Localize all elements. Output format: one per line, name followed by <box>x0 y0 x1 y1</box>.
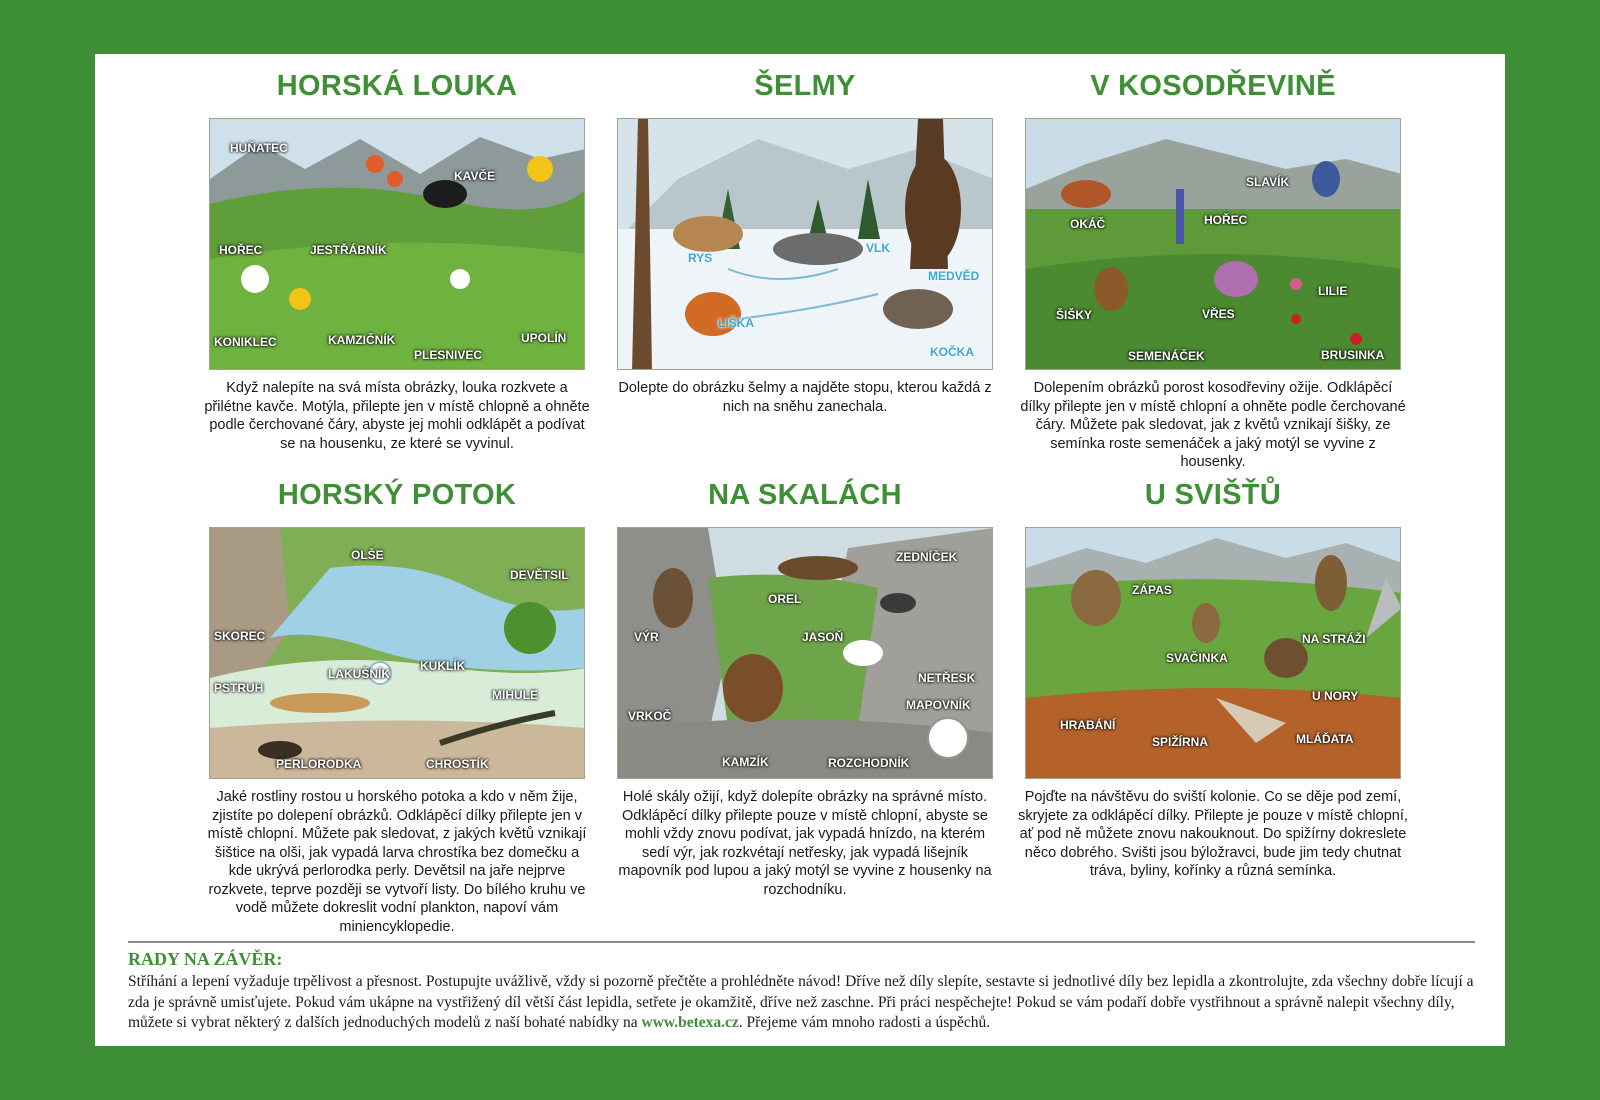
label-na-strazi: NA STRÁŽI <box>1302 632 1366 646</box>
label-horec: HOŘEC <box>219 243 263 257</box>
label-hunatec: HUŇATEC <box>230 141 288 155</box>
divider <box>128 941 1475 943</box>
label-kocka: KOČKA <box>930 345 974 359</box>
label-koniklec: KONIKLEC <box>214 335 277 349</box>
label-skorec: SKOREC <box>214 629 266 643</box>
panel-title: HORSKÁ LOUKA <box>276 70 518 102</box>
label-olse: OLŠE <box>351 548 384 562</box>
label-svacinka: SVAČINKA <box>1166 651 1228 665</box>
label-upolin: UPOLÍN <box>521 331 567 345</box>
label-jestrabnik: JESTŘÁBNÍK <box>310 243 387 257</box>
panel-description: Pojďte na návštěvu do sviští kolonie. Co se děje pod zemí, skryjete za odklápěcí dílky. Přilepte je pouze v místě chlopní, ať pod ně můžete znovu nakouknout. Do spižírny dokreslete něco dobrého. Svišti jsou býložravci, bude jim tedy chutnat tráva, byliny, kořínky a různá semínka. <box>1018 789 1408 879</box>
label-kamzik: KAMZÍK <box>722 755 769 769</box>
label-vres: VŘES <box>1202 307 1235 321</box>
label-devetsil: DEVĚTSIL <box>510 568 569 582</box>
label-rys: RYS <box>688 251 713 265</box>
label-lilie: LILIE <box>1318 284 1348 298</box>
label-plesnivec: PLESNIVEC <box>414 348 483 362</box>
label-slavik: SLAVÍK <box>1246 175 1290 189</box>
label-perlorodka: PERLORODKA <box>276 757 362 771</box>
panel-u-svistu <box>1003 473 1423 881</box>
panel-title: U SVIŠŤŮ <box>1144 479 1282 511</box>
tips-title: RADY NA ZÁVĚR: <box>128 949 283 969</box>
rocks-illustration <box>617 527 993 779</box>
label-kamzicnik: KAMZIČNÍK <box>328 333 396 347</box>
label-semenacek: SEMENÁČEK <box>1128 349 1205 363</box>
label-chrostik: CHROSTÍK <box>426 757 489 771</box>
panel-selmy <box>595 64 1015 416</box>
label-lakusnik: LAKUŠNÍK <box>328 667 390 681</box>
label-jason: JASOŇ <box>802 630 844 644</box>
panel-description: Dolepením obrázků porost kosodřeviny ožije. Odklápěcí dílky přilepte jen v místě chlopní a ohněte podle čerchované čáry. Můžete pak sledovat, jak z květů vznikají šišky, ze semínka roste semenáček a jaký motýl se vyvine z housenky. <box>1020 380 1406 470</box>
panel-horska-louka <box>187 64 607 453</box>
panel-title: V KOSODŘEVINĚ <box>1090 70 1336 102</box>
label-liska: LIŠKA <box>718 316 754 330</box>
panel-v-kosodrevine <box>1003 64 1423 472</box>
label-mapovnik: MAPOVNÍK <box>906 698 971 712</box>
website-link[interactable]: www.betexa.cz <box>641 1014 739 1031</box>
label-kuklik: KUKLÍK <box>420 659 466 673</box>
label-vrkoc: VRKOČ <box>628 709 672 723</box>
meadow-illustration <box>209 118 585 370</box>
label-kavce: KAVČE <box>454 169 496 183</box>
panel-description: Když nalepíte na svá místa obrázky, louka rozkvete a přilétne kavče. Motýla, přilepte jen v místě chlopně a ohněte podle čerchované čáry, abyste jej mohli odklápět a podívat se na housenku, ze které se vyvinul. <box>204 380 590 452</box>
panel-horsky-potok <box>187 473 607 936</box>
tips-closing: . Přejeme vám mnoho radosti a úspěchů. <box>738 1014 991 1031</box>
label-hrabani: HRABÁNÍ <box>1060 718 1116 732</box>
label-rozchodnik: ROZCHODNÍK <box>828 756 910 770</box>
panel-title: NA SKALÁCH <box>708 479 902 511</box>
tips-text <box>128 972 1478 1034</box>
marmots-illustration <box>1025 527 1401 779</box>
panel-na-skalach <box>595 473 1015 899</box>
panel-description: Jaké rostliny rostou u horského potoka a kdo v něm žije, zjistíte po dolepení obrázků. Odklápěcí dílky přilepte jen v místě chlopní. Můžete pak sledovat, z jakých květů vznikají šištice na olši, jak vypadá larva chrostíka bez domečku a kde ukrývá perlorodka perly. Devětsil na jaře nejprve rozkvete, teprve později se vytvoří listy. Do bílého kruhu ve vodě můžete dokreslit vodní plankton, napoví vám miniencyklopedie. <box>207 789 587 935</box>
predators-illustration <box>617 118 993 370</box>
label-orel: OREL <box>768 592 802 606</box>
winter-forest-scene <box>618 119 993 370</box>
label-mladata: MLÁĎATA <box>1296 732 1354 746</box>
label-sisky: ŠIŠKY <box>1056 308 1093 322</box>
label-netresk: NETŘESK <box>918 671 976 685</box>
label-brusinka: BRUSINKA <box>1321 348 1385 362</box>
panel-title: ŠELMY <box>754 70 856 102</box>
label-pstruh: PSTRUH <box>214 681 264 695</box>
panel-title: HORSKÝ POTOK <box>277 479 517 511</box>
panel-description: Holé skály ožijí, když dolepíte obrázky na správné místo. Odklápěcí dílky přilepte pouze v místě chlopní, abyste se mohli vždy znovu podívat, jak vypadá hnízdo, na kterém sedí výr, jak rozkvétají netřesky, jak vypadá lišejník mapovník pod lupou a jaký motýl se vyvine z housenky na rozchodníku. <box>618 789 992 898</box>
label-horec: HOŘEC <box>1204 213 1248 227</box>
panel-description: Dolepte do obrázku šelmy a najděte stopu, kterou každá z nich na sněhu zanechala. <box>618 380 992 415</box>
label-u-nory: U NORY <box>1312 689 1359 703</box>
label-spizirna: SPIŽÍRNA <box>1152 735 1209 749</box>
stream-scene <box>210 528 585 779</box>
label-zapas: ZÁPAS <box>1132 583 1172 597</box>
dwarf-pine-scene <box>1026 119 1401 370</box>
label-zednicek: ZEDNÍČEK <box>896 550 958 564</box>
label-medved: MEDVĚD <box>928 269 980 283</box>
instruction-sheet <box>95 54 1505 1046</box>
rocks-scene <box>618 528 993 779</box>
label-vyr: VÝR <box>634 630 659 644</box>
stream-illustration <box>209 527 585 779</box>
label-vlk: VLK <box>866 241 890 255</box>
label-mihule: MIHULE <box>492 688 538 702</box>
tips-body: Stříhání a lepení vyžaduje trpělivost a přesnost. Postupujte uvážlivě, vždy si pozorně přečtěte a prohlédněte návod! Dříve než díly slepíte, sestavte si jednotlivé díly bez lepidla a zkontrolujte, zda všechny dobře lícují a zda je správně umisťujete. Pokud vám ukápne na vystřižený díl větší část lepidla, setřete je okamžitě, dříve než zaschne. Při práci nespěchejte! Pokud se vám podaří dobře vystřihnout a správně nalepit všechny díly, můžete si vybrat některý z dalších jednoduchých modelů z naší bohaté nabídky na <box>128 973 1474 1031</box>
label-okac: OKÁČ <box>1070 217 1106 231</box>
dwarf-pine-illustration <box>1025 118 1401 370</box>
